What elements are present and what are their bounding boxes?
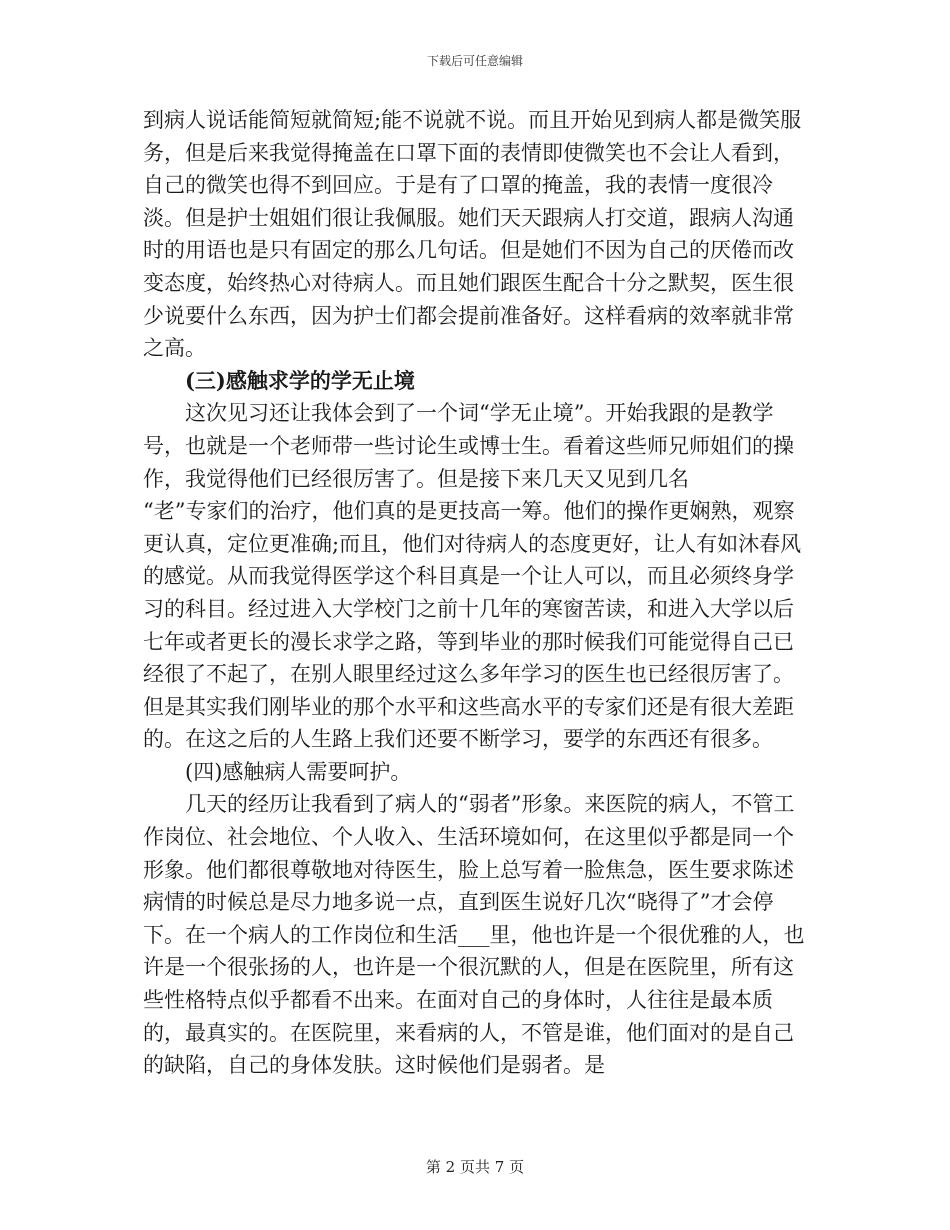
paragraph: 这次见习还让我体会到了一个词“学无止境”。开始我跟的是教学号，也就是一个老师带一些讨论生或博士生。看着这些师兄师姐们的操作，我觉得他们已经很厉害了。但是接下来几天又见到几名: [143, 401, 794, 491]
page-header: 下载后可任意编辑: [426, 54, 523, 68]
paragraph: 到病人说话能简短就简短;能不说就不说。而且开始见到病人都是微笑服务，但是后来我觉得掩盖在口罩下面的表情即使微笑也不会让人看到，自己的微笑也得不到回应。于是有了口罩的掩盖，我的表情一度很冷淡。但是护士姐姐们很让我佩服。她们天天跟病人打交道，跟病人沟通时的用语也是只有固定的那么几句话。但是她们不因为自己的厌倦而改变态度，始终热心对待病人。而且她们跟医生配合十分之默契，医生很少说要什么东西，因为护士们都会提前准备好。这样看病的效率就非常之高。: [143, 108, 802, 361]
section-heading: (四)感触病人需要呵护。: [185, 759, 412, 784]
paragraph: 几天的经历让我看到了病人的“弱者”形象。来医院的病人，不管工作岗位、社会地位、个人收入、生活环境如何，在这里似乎都是同一个形象。他们都很尊敬地对待医生，脸上总写着一脸焦急，医生要求陈述病情的时候总是尽力地多说一点，直到医生说好几次“晓得了”才会停下。在一个病人的工作岗位和生活___里，他也许是一个很优雅的人，也许是一个很张扬的人，也许是一个很沉默的人，但是在医院里，所有这些性格特点似乎都看不出来。在面对自己的身体时，人往往是最本质的，最真实的。在医院里，来看病的人，不管是谁，他们面对的是自己的缺陷，自己的身体发肤。这时候他们是弱者。是: [143, 792, 805, 1078]
paragraph: “老”专家们的治疗，他们真的是更技高一筹。他们的操作更娴熟，观察更认真，定位更准确;而且，他们对待病人的态度更好，让人有如沐春风的感觉。从而我觉得医学这个科目真是一个让人可以，而且必须终身学习的科目。经过进入大学校门之前十几年的寒窗苦读，和进入大学以后七年或者更长的漫长求学之路，等到毕业的那时候我们可能觉得自己已经很了不起了，在别人眼里经过这么多年学习的医生也已经很厉害了。但是其实我们刚毕业的那个水平和这些高水平的专家们还是有很大差距的。在这之后的人生路上我们还要不断学习，要学的东西还有很多。: [143, 499, 802, 752]
page-footer: 第 2 页共 7 页: [425, 1158, 525, 1176]
section-heading: (三)感触求学的学无止境: [185, 367, 415, 393]
document-body: [143, 104, 813, 1082]
